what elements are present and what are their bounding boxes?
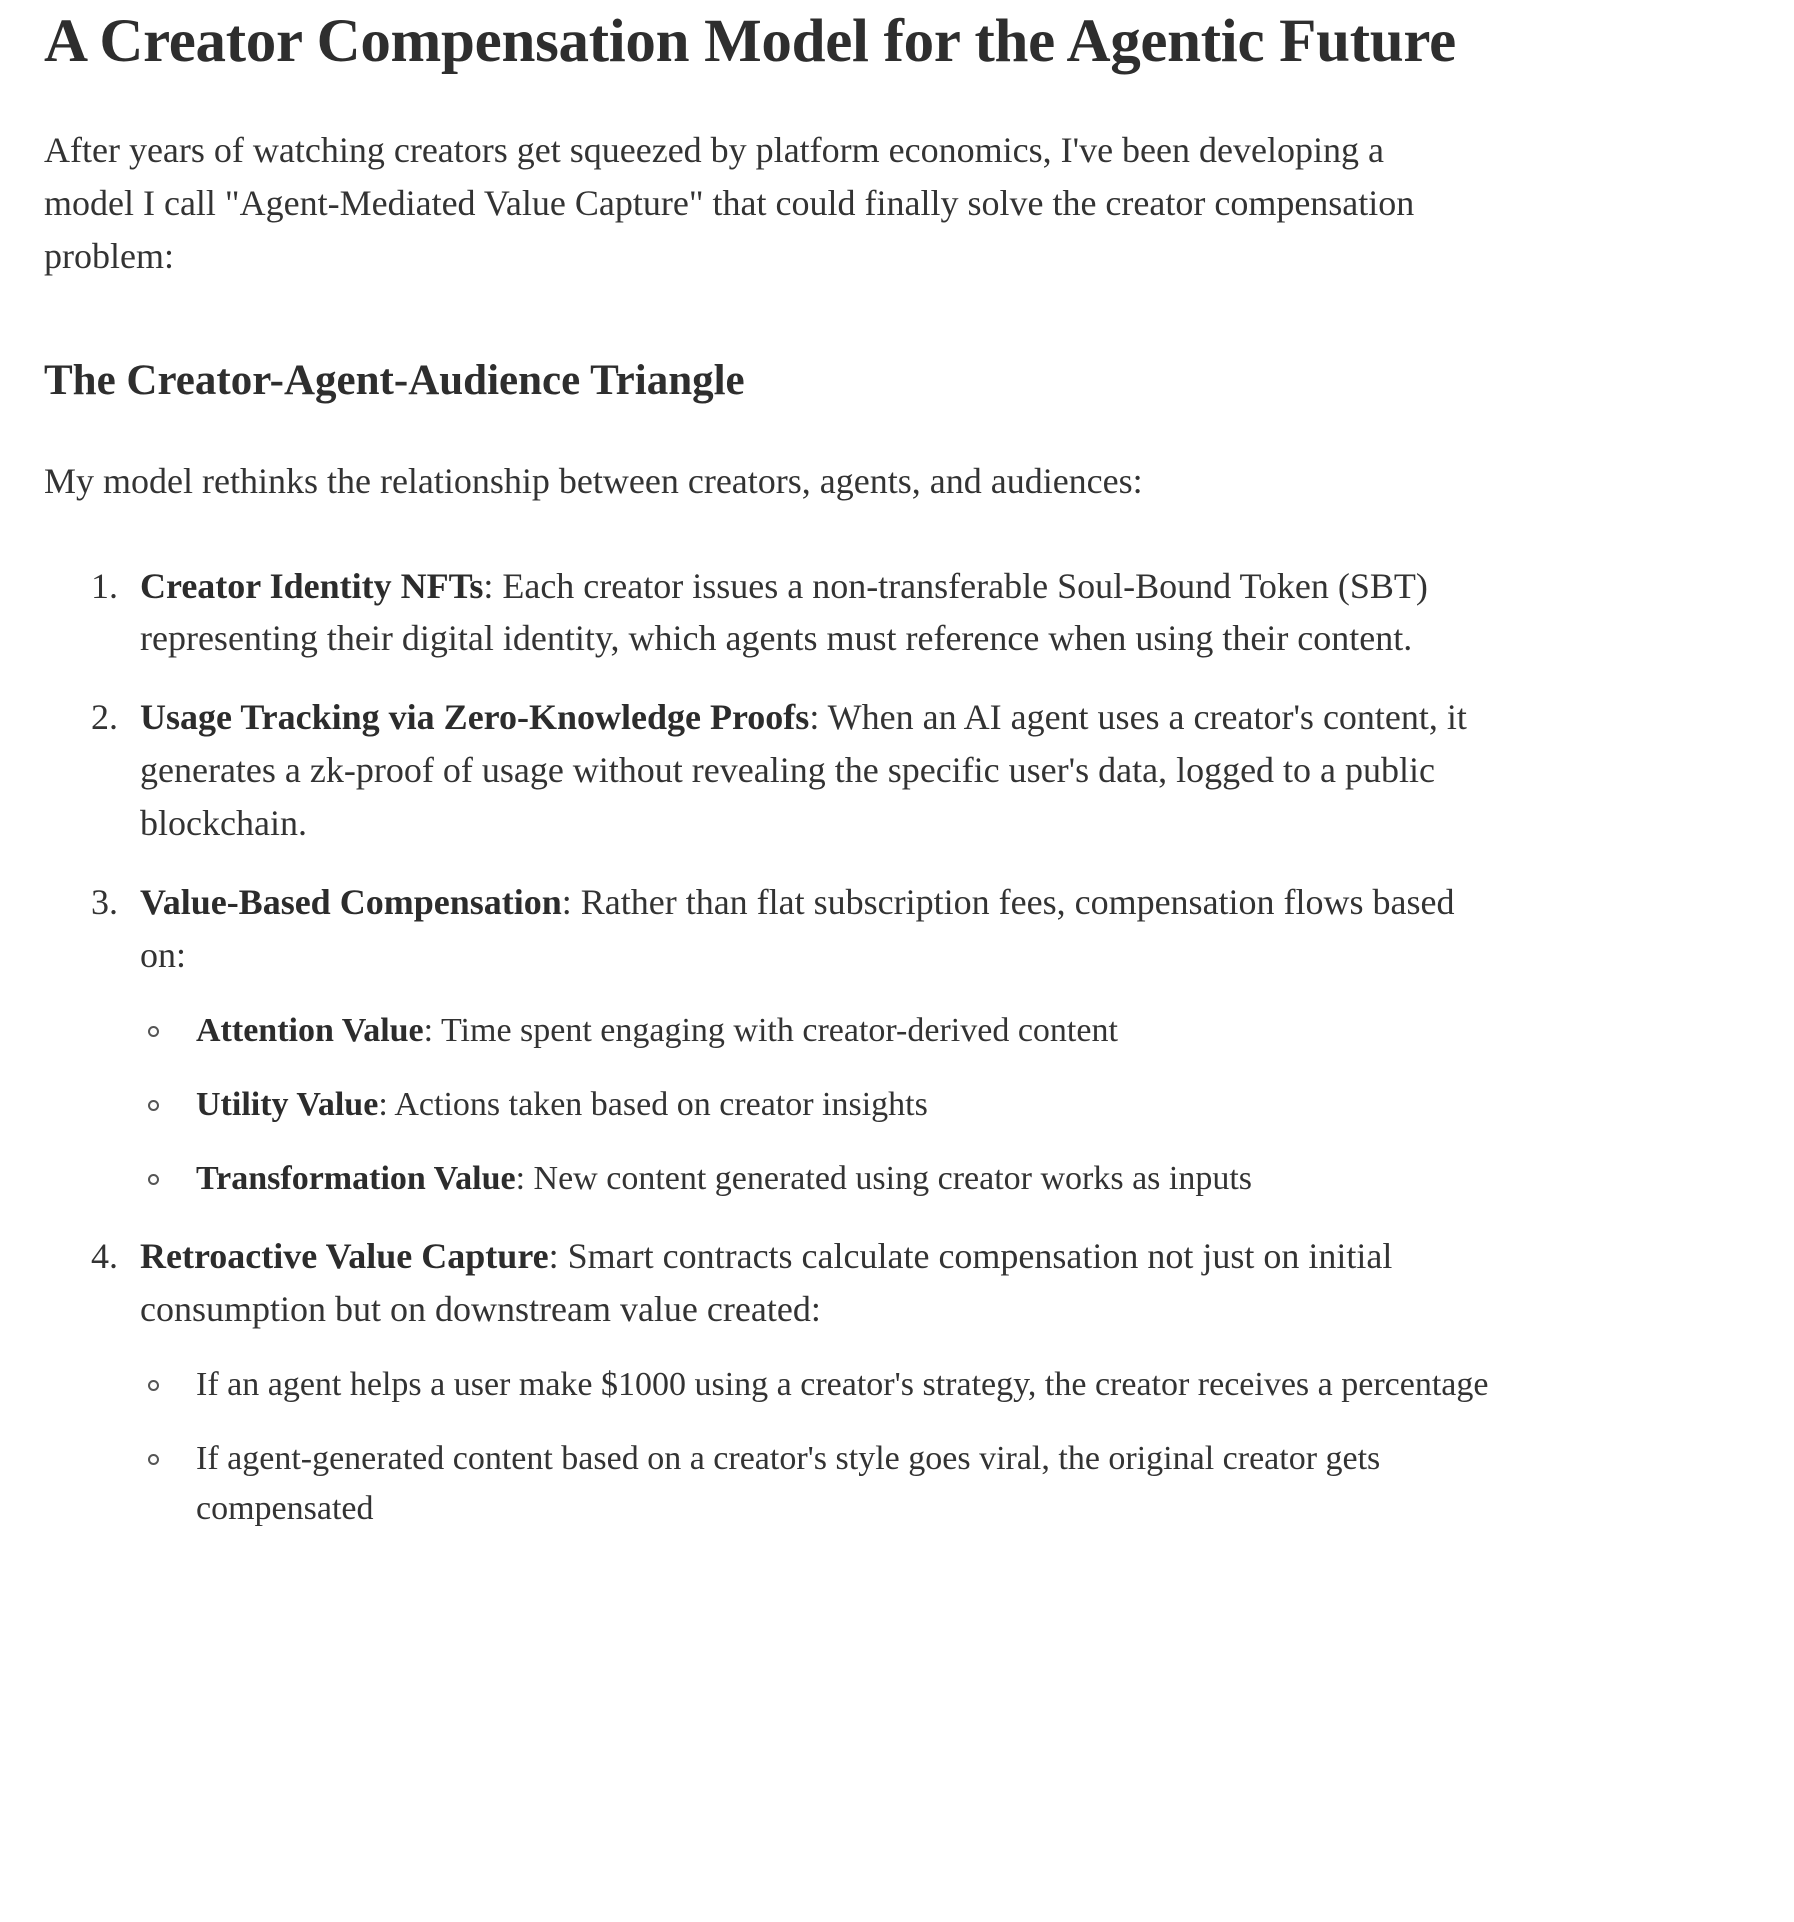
list-item-body — [140, 560, 1494, 666]
sub-list-item-term: Utility Value — [196, 1085, 379, 1123]
list-item-text: : Rather than flat subscription fees, compensation flows based on: — [140, 882, 1455, 975]
list-item-term: Creator Identity NFTs — [140, 565, 484, 606]
section-heading: The Creator-Agent-Audience Triangle — [44, 357, 745, 405]
sub-list-item — [140, 1154, 1494, 1204]
sub-list — [140, 1006, 1494, 1204]
list-item-term: Value-Based Compensation — [140, 882, 562, 923]
sub-list-item — [140, 1434, 1494, 1534]
list-item-text: : Each creator issues a non-transferable Soul-Bound Token (SBT) representing their digital identity, which agents must reference when using their content. — [140, 565, 1428, 659]
list-item-term: Usage Tracking via Zero-Knowledge Proofs — [140, 697, 810, 738]
intro-paragraph: After years of watching creators get squeezed by platform economics, I've been developing a model I call "Agent-Mediated Value Capture" that could finally solve the creator compensation problem: — [44, 130, 1415, 277]
list-item — [44, 876, 1494, 1204]
sub-list-item-term: Transformation Value — [196, 1159, 516, 1197]
list-item-body — [140, 691, 1494, 850]
model-numbered-list — [44, 560, 1494, 1534]
sub-list-item-text: : New content generated using creator works as inputs — [515, 1159, 1253, 1197]
sub-list-item — [140, 1080, 1494, 1130]
list-item — [44, 1230, 1494, 1534]
section-lead-paragraph: My model rethinks the relationship between creators, agents, and audiences: — [44, 460, 1143, 501]
sub-list-item-text: : Time spent engaging with creator-derived content — [423, 1011, 1118, 1049]
list-item-body — [140, 1230, 1494, 1336]
list-item-term: Retroactive Value Capture — [140, 1235, 549, 1276]
sub-list-item — [140, 1360, 1494, 1410]
list-item-body — [140, 876, 1494, 982]
sub-list-item — [140, 1006, 1494, 1056]
sub-list-item-term: Attention Value — [196, 1011, 424, 1049]
list-item — [44, 691, 1494, 850]
sub-list — [140, 1360, 1494, 1534]
sub-list-item-text: If an agent helps a user make $1000 using a creator's strategy, the creator receives a percentage — [196, 1365, 1489, 1403]
list-item-text: : When an AI agent uses a creator's content, it generates a zk-proof of usage without revealing the specific user's data, logged to a public blockchain. — [140, 697, 1467, 844]
sub-list-item-text: : Actions taken based on creator insights — [378, 1085, 928, 1123]
page-title: A Creator Compensation Model for the Agentic Future — [44, 8, 1456, 75]
sub-list-item-text: If agent-generated content based on a creator's style goes viral, the original creator gets compensated — [196, 1439, 1381, 1527]
list-item-text: : Smart contracts calculate compensation not just on initial consumption but on downstream value created: — [140, 1235, 1393, 1329]
list-item — [44, 560, 1494, 666]
